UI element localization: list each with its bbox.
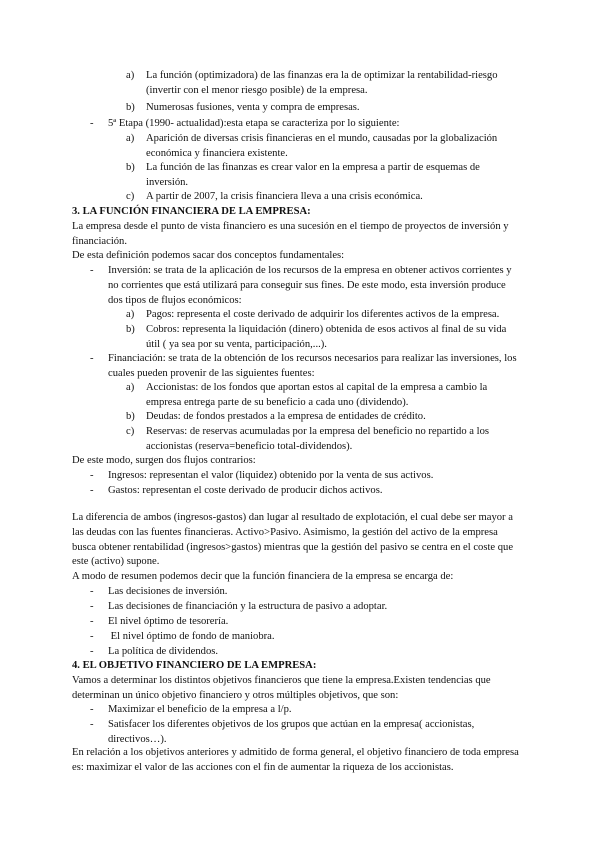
list-marker: - (90, 586, 94, 597)
list-item-text: La función de las finanzas es crear valor en la empresa a partir de esquemas de inversión. (146, 162, 480, 188)
list-item-text: Ingresos: representan el valor (liquidez) obtenido por la venta de sus activos. (108, 470, 434, 481)
list-marker: - (90, 601, 94, 612)
paragraph: La diferencia de ambos (ingresos-gastos) dan lugar al resultado de explotación, el cual debe ser mayor a las deudas con las fuentes financieras. Activo>Pasivo. Asimismo, la gestión del activo de la empresa busca obtener rentabilidad (ingresos>gastos) mientras que la gestión del pasivo se centra en el coste que este (activo) supone. (72, 512, 514, 568)
list-item-text: Maximizar el beneficio de la empresa a l/p. (108, 704, 292, 715)
paragraph: De este modo, surgen dos flujos contrarios: (72, 455, 256, 466)
list-item-text: Las decisiones de inversión. (108, 586, 228, 597)
list-item-text: Numerosas fusiones, venta y compra de empresas. (146, 102, 360, 113)
list-marker: - (90, 485, 94, 496)
list-marker: - (90, 353, 94, 364)
list-marker: b) (126, 324, 135, 335)
paragraph: En relación a los objetivos anteriores y admitido de forma general, el objetivo financiero de toda empresa es: maximizar el valor de las acciones con el fin de aumentar la riqueza de los accionistas. (72, 747, 519, 773)
list-marker: - (90, 616, 94, 627)
list-item-text: Inversión: se trata de la aplicación de los recursos de la empresa en obtener activos corrientes y no corrientes que está utilizará para conseguir sus fines. De este modo, esta inversión produce dos tipos de flujos económicos: (108, 265, 512, 306)
list-item-text: Satisfacer los diferentes objetivos de los grupos que actúan en la empresa( accionistas, directivos…). (108, 719, 475, 745)
paragraph: Vamos a determinar los distintos objetivos financieros que tiene la empresa.Existen tendencias que determinan un único objetivo financiero y otros múltiples objetivos, que son: (72, 675, 491, 701)
list-item-text: El nivel óptimo de fondo de maniobra. (108, 631, 275, 642)
list-item-text: 5ª Etapa (1990- actualidad):esta etapa se caracteriza por lo siguiente: (108, 118, 400, 129)
list-item-text: El nivel óptimo de tesorería. (108, 616, 229, 627)
list-item-text: Pagos: representa el coste derivado de adquirir los diferentes activos de la empresa. (146, 309, 500, 320)
list-item-text: Aparición de diversas crisis financieras en el mundo, causadas por la globalización económica y financiera existente. (146, 133, 498, 159)
paragraph: De esta definición podemos sacar dos conceptos fundamentales: (72, 250, 345, 261)
list-item-text: La función (optimizadora) de las finanzas era la de optimizar la rentabilidad-riesgo (invertir con el menor riesgo posible) de la empresa. (146, 70, 498, 96)
list-marker: a) (126, 70, 135, 81)
list-marker: a) (126, 309, 135, 320)
list-marker: - (90, 704, 94, 715)
list-item-text: Deudas: de fondos prestados a la empresa de entidades de crédito. (146, 411, 426, 422)
list-marker: c) (126, 191, 135, 202)
list-marker: b) (126, 102, 135, 113)
list-marker: - (90, 631, 94, 642)
list-marker: - (90, 719, 94, 730)
list-item-text: Las decisiones de financiación y la estructura de pasivo a adoptar. (108, 601, 388, 612)
paragraph: La empresa desde el punto de vista financiero es una sucesión en el tiempo de proyectos de inversión y financiación. (72, 221, 509, 247)
section-heading: 3. LA FUNCIÓN FINANCIERA DE LA EMPRESA: (72, 206, 311, 217)
list-marker: - (90, 118, 94, 129)
list-item-text: La política de dividendos. (108, 646, 219, 657)
list-item-text: A partir de 2007, la crisis financiera lleva a una crisis económica. (146, 191, 423, 202)
section-heading: 4. EL OBJETIVO FINANCIERO DE LA EMPRESA: (72, 660, 317, 671)
list-item-text: Accionistas: de los fondos que aportan estos al capital de la empresa a cambio la empresa entrega parte de su beneficio a cada uno (dividendo). (146, 382, 488, 408)
list-item-text: Cobros: representa la liquidación (dinero) obtenida de esos activos al final de su vida útil ( ya sea por su venta, participación,...). (146, 324, 507, 350)
list-marker: - (90, 470, 94, 481)
list-item-text: Financiación: se trata de la obtención de los recursos necesarios para realizar las inversiones, los cuales pueden provenir de las siguientes fuentes: (108, 353, 517, 379)
list-marker: - (90, 265, 94, 276)
list-marker: b) (126, 411, 135, 422)
list-marker: a) (126, 382, 135, 393)
list-marker: - (90, 646, 94, 657)
list-item-text: Reservas: de reservas acumuladas por la empresa del beneficio no repartido a los accionistas (reserva=beneficio total-dividendos). (146, 426, 489, 452)
list-marker: a) (126, 133, 135, 144)
paragraph: A modo de resumen podemos decir que la función financiera de la empresa se encarga de: (72, 571, 454, 582)
list-marker: b) (126, 162, 135, 173)
list-item-text: Gastos: representan el coste derivado de producir dichos activos. (108, 485, 383, 496)
list-marker: c) (126, 426, 135, 437)
